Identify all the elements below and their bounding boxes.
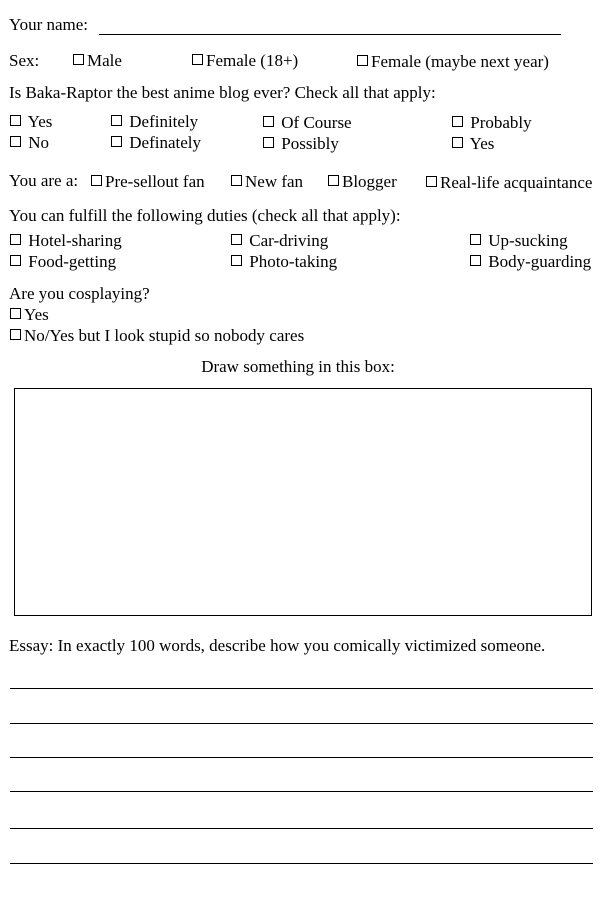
essay-prompt: Essay: In exactly 100 words, describe how you comically victimized someone. xyxy=(9,636,546,655)
checkbox[interactable] xyxy=(10,115,21,126)
best-blog-option-probably[interactable]: Probably xyxy=(452,113,532,133)
you-are-option-pre-sellout-fan[interactable]: Pre-sellout fan xyxy=(91,172,205,192)
checkbox[interactable] xyxy=(231,234,242,245)
essay-line[interactable] xyxy=(10,863,593,864)
checkbox[interactable] xyxy=(10,234,21,245)
essay-line[interactable] xyxy=(10,723,593,724)
duty-option-car-driving[interactable]: Car-driving xyxy=(231,231,328,251)
you-are-option-real-life-acquaintance[interactable]: Real-life acquaintance xyxy=(426,173,592,193)
checkbox[interactable] xyxy=(263,137,274,148)
you-are-option-new-fan[interactable]: New fan xyxy=(231,172,303,192)
drawing-box[interactable] xyxy=(14,388,592,616)
best-blog-option-of-course[interactable]: Of Course xyxy=(263,113,352,133)
name-label: Your name: xyxy=(9,15,89,34)
draw-prompt: Draw something in this box: xyxy=(201,357,395,376)
checkbox[interactable] xyxy=(263,116,274,127)
checkbox[interactable] xyxy=(470,234,481,245)
best-blog-question: Is Baka-Raptor the best anime blog ever? Check all that apply: xyxy=(9,83,436,102)
checkbox[interactable] xyxy=(357,55,368,66)
checkbox[interactable] xyxy=(470,255,481,266)
essay-line[interactable] xyxy=(10,688,593,689)
checkbox[interactable] xyxy=(10,308,21,319)
duty-option-photo-taking[interactable]: Photo-taking xyxy=(231,252,337,272)
best-blog-option-yes[interactable]: Yes xyxy=(10,112,52,132)
essay-line[interactable] xyxy=(10,791,593,792)
checkbox[interactable] xyxy=(452,137,463,148)
essay-line[interactable] xyxy=(10,828,593,829)
duties-question: You can fulfill the following duties (check all that apply): xyxy=(9,206,401,225)
cosplay-option-no-yes[interactable]: No/Yes but I look stupid so nobody cares xyxy=(10,326,304,346)
sex-option-male[interactable]: Male xyxy=(73,51,122,71)
checkbox[interactable] xyxy=(91,175,102,186)
checkbox[interactable] xyxy=(328,175,339,186)
you-are-option-blogger[interactable]: Blogger xyxy=(328,172,397,192)
duty-option-hotel-sharing[interactable]: Hotel-sharing xyxy=(10,231,122,251)
checkbox[interactable] xyxy=(231,175,242,186)
checkbox[interactable] xyxy=(111,115,122,126)
checkbox[interactable] xyxy=(111,136,122,147)
you-are-label: You are a: xyxy=(9,171,79,190)
sex-option-female-next-year[interactable]: Female (maybe next year) xyxy=(357,52,549,72)
duty-option-body-guarding[interactable]: Body-guarding xyxy=(470,252,591,272)
checkbox[interactable] xyxy=(10,329,21,340)
cosplay-question: Are you cosplaying? xyxy=(9,284,150,303)
essay-line[interactable] xyxy=(10,757,593,758)
checkbox[interactable] xyxy=(231,255,242,266)
sex-option-female-18[interactable]: Female (18+) xyxy=(192,51,298,71)
checkbox[interactable] xyxy=(73,54,84,65)
best-blog-option-definately[interactable]: Definately xyxy=(111,133,201,153)
best-blog-option-yes-2[interactable]: Yes xyxy=(452,134,494,154)
checkbox[interactable] xyxy=(426,176,437,187)
checkbox[interactable] xyxy=(452,116,463,127)
checkbox[interactable] xyxy=(192,54,203,65)
checkbox[interactable] xyxy=(10,136,21,147)
best-blog-option-no[interactable]: No xyxy=(10,133,49,153)
sex-label: Sex: xyxy=(9,51,40,70)
best-blog-option-definitely[interactable]: Definitely xyxy=(111,112,198,132)
checkbox[interactable] xyxy=(10,255,21,266)
cosplay-option-yes[interactable]: Yes xyxy=(10,305,49,325)
duty-option-up-sucking[interactable]: Up-sucking xyxy=(470,231,568,251)
duty-option-food-getting[interactable]: Food-getting xyxy=(10,252,116,272)
best-blog-option-possibly[interactable]: Possibly xyxy=(263,134,339,154)
name-input-line[interactable] xyxy=(99,34,561,35)
